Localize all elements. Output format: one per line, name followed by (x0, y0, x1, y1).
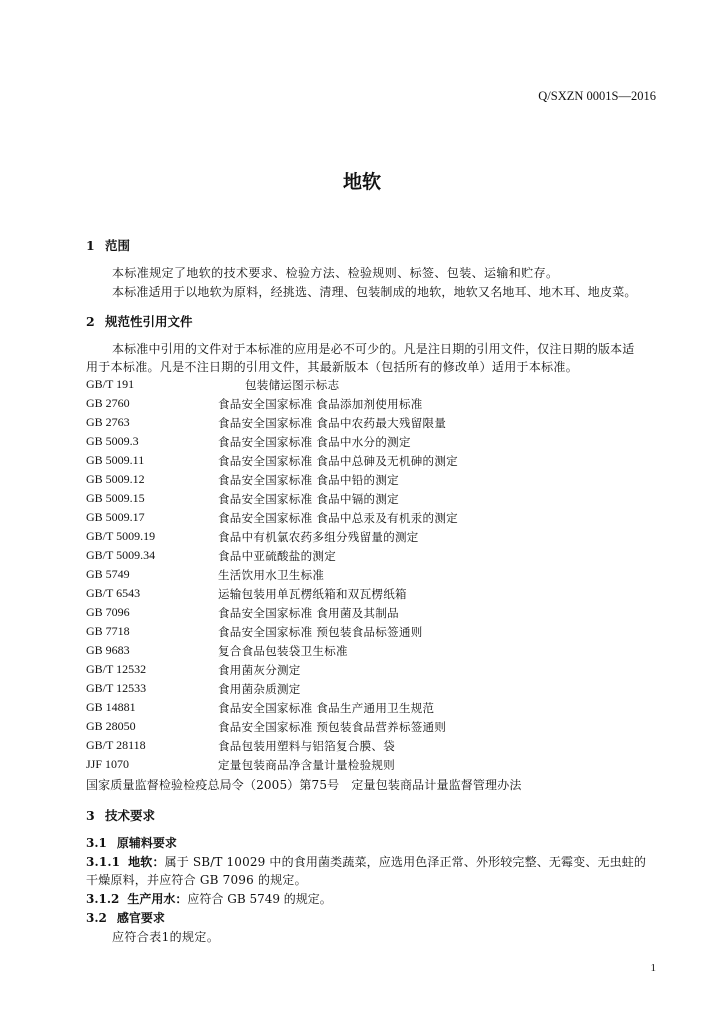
reference-title: 食品安全国家标准 食品中铅的测定 (218, 473, 399, 487)
reference-title: 食品中有机氯农药多组分残留量的测定 (218, 530, 419, 544)
reference-title: 食品安全国家标准 食品添加剂使用标准 (218, 397, 423, 411)
reference-code: GB 5009.15 (86, 491, 145, 505)
reference-title: 食品安全国家标准 食品中农药最大残留限量 (218, 416, 447, 430)
clause-term: 生产用水： (127, 892, 188, 906)
reference-code: GB/T 5009.19 (86, 529, 156, 543)
standard-code: Q/SXZN 0001S—2016 (538, 89, 656, 103)
document-title: 地软 (342, 171, 381, 193)
reference-title: 食用菌杂质测定 (218, 682, 301, 696)
subsection-heading-sensory (86, 909, 165, 926)
references-intro-line-1: 本标准中引用的文件对于本标准的应用是必不可少的。凡是注日期的引用文件，仅注日期的版本适 (112, 342, 635, 356)
reference-title: 复合食品包装袋卫生标准 (218, 644, 348, 658)
reference-code: GB 9683 (86, 643, 130, 657)
subsection-title: 原辅料要求 (116, 836, 177, 850)
scope-paragraph-1: 本标准规定了地软的技术要求、检验方法、检验规则、标签、包装、运输和贮存。 (112, 266, 559, 280)
clause-3-1-1-continued: 干燥原料，并应符合 GB 7096 的规定。 (86, 873, 307, 887)
section-number: 2 (86, 314, 95, 329)
section-title: 规范性引用文件 (105, 314, 193, 329)
section-heading-scope (86, 236, 130, 254)
page-number: 1 (650, 962, 656, 974)
reference-code: GB 5009.12 (86, 472, 145, 486)
reference-title: 食品安全国家标准 食品中镉的测定 (218, 492, 399, 506)
subsection-heading-materials (86, 834, 177, 851)
reference-code: JJF 1070 (86, 757, 130, 771)
subsection-number: 3.1 (86, 836, 107, 850)
reference-title: 食品安全国家标准 食品生产通用卫生规范 (218, 701, 435, 715)
subsection-title: 感官要求 (116, 911, 165, 925)
reference-code: GB/T 12533 (86, 681, 147, 695)
clause-term: 地软： (128, 855, 165, 869)
reference-code: GB/T 5009.34 (86, 548, 156, 562)
reference-code: GB 5009.17 (86, 510, 145, 524)
clause-number: 3.1.2 (86, 892, 120, 906)
reference-code: GB 2760 (86, 396, 130, 410)
reference-code: GB/T 28118 (86, 738, 146, 752)
scope-paragraph-2: 本标准适用于以地软为原料，经挑选、清理、包装制成的地软，地软又名地耳、地木耳、地皮菜。 (112, 285, 637, 299)
clause-3-1-2 (86, 890, 332, 907)
references-intro-line-2: 用于本标准。凡是不注日期的引用文件，其最新版本（包括所有的修改单）适用于本标准。 (86, 360, 579, 374)
reference-title: 食品安全国家标准 食品中总砷及无机砷的测定 (218, 454, 458, 468)
reference-title: 生活饮用水卫生标准 (218, 568, 325, 582)
reference-title: 食品安全国家标准 食品中水分的测定 (218, 435, 411, 449)
reference-title: 食品中亚硫酸盐的测定 (218, 549, 336, 563)
reference-code: GB 7096 (86, 605, 130, 619)
reference-title: 食用菌灰分测定 (218, 663, 301, 677)
reference-code: GB 5009.3 (86, 434, 139, 448)
reference-title: 包装储运图示标志 (245, 378, 340, 392)
reference-code: GB 14881 (86, 700, 136, 714)
subsection-number: 3.2 (86, 911, 107, 925)
reference-code: GB/T 6543 (86, 586, 141, 600)
section-heading-technical (86, 806, 155, 824)
reference-code: GB/T 191 (86, 377, 135, 391)
reference-title: 食品安全国家标准 食用菌及其制品 (218, 606, 399, 620)
reference-code: GB/T 12532 (86, 662, 147, 676)
section-title: 范围 (105, 238, 131, 253)
section-number: 3 (86, 808, 95, 823)
section-number: 1 (86, 238, 95, 253)
sensory-text: 应符合表1的规定。 (112, 930, 220, 944)
clause-text: 属于 SB/T 10029 中的食用菌类蔬菜，应选用色泽正常、外形较完整、无霉变、无虫蛀的 (164, 855, 647, 869)
reference-title: 食品包装用塑料与铝箔复合膜、袋 (218, 739, 395, 753)
reference-code: GB 28050 (86, 719, 136, 733)
section-title: 技术要求 (105, 808, 156, 823)
reference-title: 运输包装用单瓦楞纸箱和双瓦楞纸箱 (218, 587, 407, 601)
section-heading-references (86, 312, 193, 330)
reference-title: 食品安全国家标准 预包装食品营养标签通则 (218, 720, 447, 734)
reference-title: 定量包装商品净含量计量检验规则 (218, 758, 395, 772)
reference-code: GB 2763 (86, 415, 130, 429)
reference-title: 食品安全国家标准 预包装食品标签通则 (218, 625, 423, 639)
clause-number: 3.1.1 (86, 855, 121, 869)
reference-code: GB 5749 (86, 567, 130, 581)
reference-code: GB 5009.11 (86, 453, 145, 467)
clause-3-1-1 (86, 853, 646, 870)
reference-code: GB 7718 (86, 624, 130, 638)
clause-text: 应符合 GB 5749 的规定。 (187, 892, 332, 906)
reference-regulation: 国家质量监督检验检疫总局令（2005）第75号 定量包装商品计量监督管理办法 (86, 778, 522, 792)
reference-title: 食品安全国家标准 食品中总汞及有机汞的测定 (218, 511, 458, 525)
